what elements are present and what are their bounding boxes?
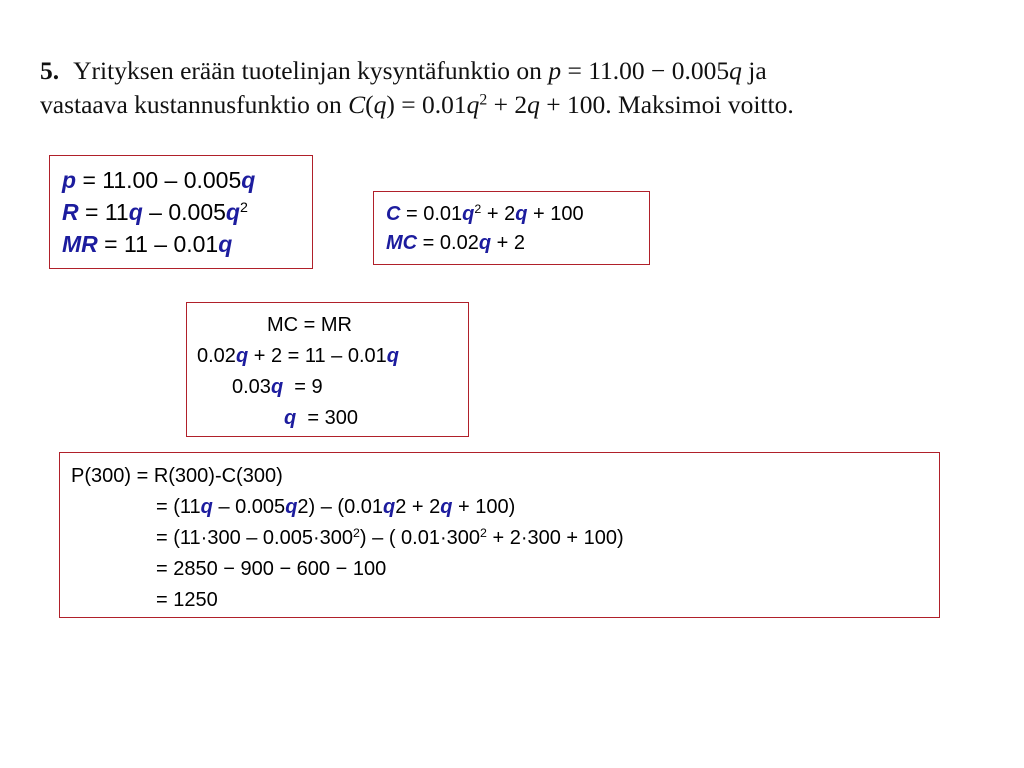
eq-text: = 300 [296, 407, 358, 429]
profit-line-5: = 1250 [156, 589, 218, 611]
problem-statement [40, 54, 1000, 122]
var-q: q [241, 167, 256, 193]
eq-text: + 100) [452, 496, 516, 518]
profit-box [59, 452, 940, 618]
var-q: q [462, 203, 475, 225]
profit-line-1: P(300) = R(300)-C(300) [71, 465, 283, 487]
var-q: q [225, 199, 240, 225]
eq-var: C [348, 90, 366, 119]
eq-exponent: 2 [239, 200, 248, 217]
eq-text: – 0.005 [212, 496, 286, 518]
solve-box [186, 302, 469, 437]
eq-text: = 9 [283, 376, 323, 398]
eq-paren: ( [365, 90, 374, 119]
eq-text: + 2 [481, 203, 516, 225]
eq-var: q [466, 90, 480, 119]
eq-var: p [548, 56, 562, 85]
eq-text: 0.03 [232, 376, 271, 398]
marginal-revenue-equation [62, 228, 312, 260]
demand-revenue-box [49, 155, 313, 269]
eq-text: = 11.00 – 0.005 [76, 167, 242, 193]
var-q: q [128, 199, 143, 225]
eq-exponent: 2 [479, 91, 488, 109]
var-q: q [200, 496, 213, 518]
eq-text: = (11·300 – 0.005·300 [156, 527, 354, 549]
var-r: R [62, 199, 79, 225]
marginal-cost-equation [386, 229, 649, 258]
var-p: p [62, 167, 77, 193]
var-c: C [386, 203, 401, 225]
eq-text: ) = 0.01 [386, 90, 467, 119]
price-equation [62, 164, 312, 196]
eq-text: = 11 [78, 199, 129, 225]
eq-text: 0.02 [197, 345, 236, 367]
eq-text: ) – ( 0.01·300 [359, 527, 480, 549]
cost-equation [386, 200, 649, 229]
var-q: q [218, 231, 233, 257]
problem-line-1 [40, 54, 1000, 88]
eq-text: + 2 [487, 90, 528, 119]
problem-number: 5. [40, 56, 60, 85]
var-mr: MR [62, 231, 98, 257]
solve-line-1: MC = MR [267, 314, 352, 336]
eq-text: = 11 – 0.01 [97, 231, 219, 257]
profit-line-4: = 2850 − 900 − 600 − 100 [156, 558, 387, 580]
var-q: q [440, 496, 453, 518]
eq-text: = (11 [156, 496, 201, 518]
profit-line-2 [156, 495, 515, 519]
var-q: q [270, 376, 284, 398]
solve-line-3 [232, 375, 323, 399]
problem-text: ja [741, 56, 767, 85]
solve-line-4 [284, 406, 358, 430]
var-q: q [383, 496, 396, 518]
var-q: q [285, 496, 298, 518]
problem-text: vastaava kustannusfunktio on [40, 90, 349, 119]
eq-text: 2 + 2 [395, 496, 441, 518]
problem-text: Yrityksen erään tuotelinjan kysyntäfunktio on [73, 56, 549, 85]
var-q: q [515, 203, 528, 225]
eq-text: 2) – (0.01 [297, 496, 384, 518]
var-q: q [235, 345, 249, 367]
eq-var: q [373, 90, 387, 119]
eq-exponent: 2 [353, 526, 360, 541]
eq-text: = 0.01 [400, 203, 463, 225]
eq-exponent: 2 [480, 526, 487, 541]
eq-var: q [729, 56, 742, 85]
eq-text: = 0.02 [417, 232, 479, 254]
eq-exponent: 2 [474, 202, 482, 217]
solve-line-2 [197, 344, 399, 368]
problem-line-2 [40, 88, 1000, 122]
profit-line-3 [156, 526, 624, 550]
eq-text: + 100 [527, 203, 584, 225]
eq-text: – 0.005 [142, 199, 226, 225]
var-q: q [386, 345, 400, 367]
revenue-equation [62, 196, 312, 228]
problem-text: + 100. Maksimoi voitto. [539, 90, 794, 119]
eq-text: = 11.00 − 0.005 [561, 56, 730, 85]
var-mc: MC [386, 232, 418, 254]
var-q: q [284, 407, 297, 429]
cost-box [373, 191, 650, 265]
var-q: q [478, 232, 492, 254]
eq-text: + 2·300 + 100) [486, 527, 624, 549]
eq-text: + 2 [491, 232, 525, 254]
eq-var: q [527, 90, 540, 119]
eq-text: + 2 = 11 – 0.01 [248, 345, 387, 367]
